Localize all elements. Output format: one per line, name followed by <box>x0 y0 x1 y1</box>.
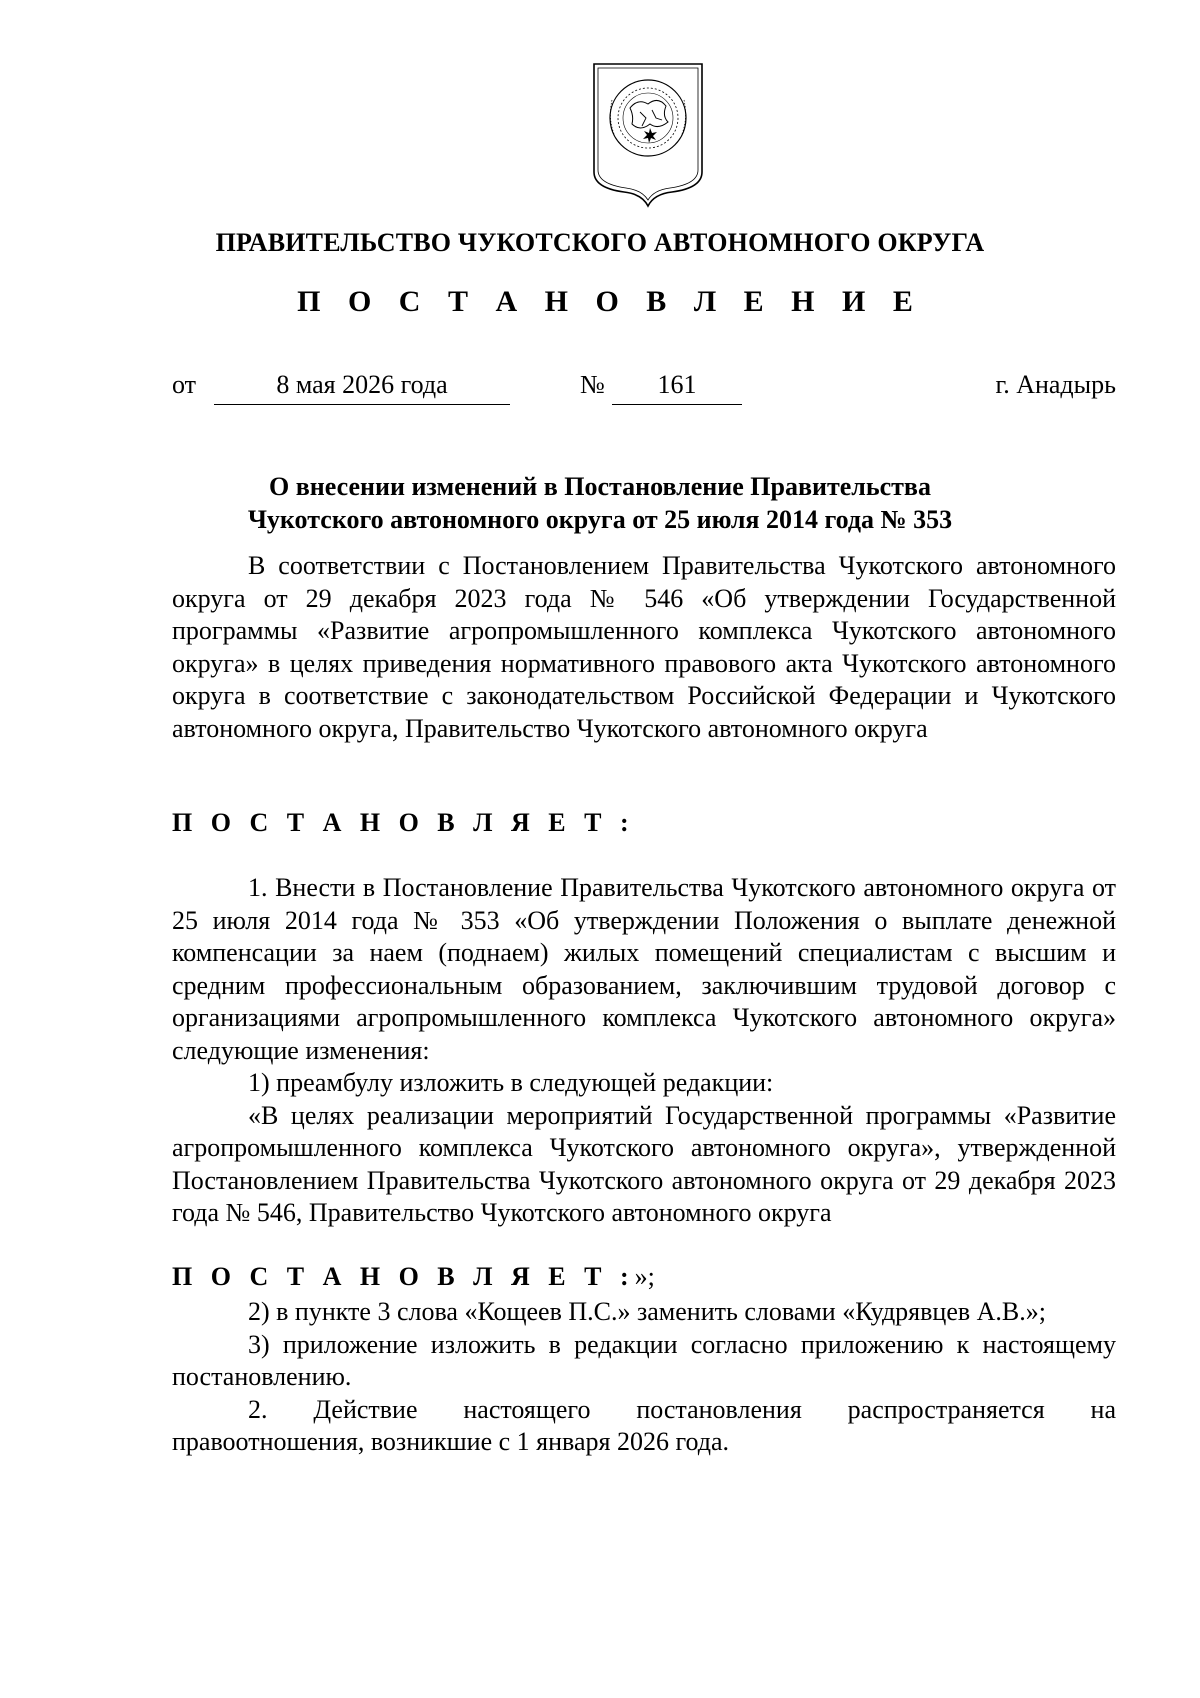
document-number: 161 <box>612 370 742 405</box>
items-block-2 <box>172 1296 1116 1459</box>
document-dateline <box>172 366 1116 406</box>
number-prefix: № <box>580 370 605 399</box>
resolves-label-2: П О С Т А Н О В Л Я Е Т : <box>172 1262 635 1291</box>
resolves-heading-2 <box>172 1262 655 1292</box>
item-1-1-quote-paragraph: «В целях реализации мероприятий Государственной программы «Развитие агропромышленного комплекса Чукотского автономного округа», утвержденной Постановлением Правительства Чукотского автономного округа от 29 декабря 2023 года № 546, Правительство Чукотского автономного округа <box>172 1100 1116 1227</box>
resolves-label-2-tail: »; <box>634 1262 655 1291</box>
document-subject <box>0 470 1200 536</box>
items-block <box>172 872 1116 1230</box>
subject-line-2: Чукотского автономного округа от 25 июля 2014 года № 353 <box>247 505 953 534</box>
item-1-paragraph: 1. Внести в Постановление Правительства Чукотского автономного округа от 25 июля 2014 года № 353 «Об утверждении Положения о выплате денежной компенсации за наем (поднаем) жилых помещений специалистам с высшим и средним профессиональным образованием, заключившим трудовой договор с организациями агропромышленного комплекса Чукотского автономного округа» следующие изменения: <box>172 873 1116 1065</box>
item-1-2-paragraph: 2) в пункте 3 слова «Кощеев П.С.» заменить словами «Кудрявцев А.В.»; <box>248 1297 1046 1326</box>
coat-of-arms-emblem <box>588 60 708 208</box>
document-type-heading: П О С Т А Н О В Л Е Н И Е <box>297 285 923 318</box>
document-date: 8 мая 2026 года <box>214 370 510 405</box>
resolves-heading-1 <box>172 808 635 838</box>
subject-line-1: О внесении изменений в Постановление Правительства <box>269 472 931 501</box>
document-city: г. Анадырь <box>995 370 1116 399</box>
item-2-paragraph: 2. Действие настоящего постановления распространяется на правоотношения, возникшие с 1 января 2026 года. <box>172 1394 1116 1456</box>
organization-title: ПРАВИТЕЛЬСТВО ЧУКОТСКОГО АВТОНОМНОГО ОКРУГА <box>215 228 985 257</box>
date-prefix: от <box>172 370 197 399</box>
resolves-label-1: П О С Т А Н О В Л Я Е Т : <box>172 808 635 837</box>
item-1-3-paragraph: 3) приложение изложить в редакции согласно приложению к настоящему постановлению. <box>172 1329 1116 1391</box>
preamble-block <box>172 550 1116 745</box>
item-1-1-paragraph: 1) преамбулу изложить в следующей редакции: <box>248 1068 774 1097</box>
preamble-paragraph: В соответствии с Постановлением Правительства Чукотского автономного округа от 29 декабря 2023 года № 546 «Об утверждении Государственной программы «Развитие агропромышленного комплекса Чукотского автономного округа» в целях приведения нормативного правового акта Чукотского автономного округа в соответствие с законодательством Российской Федерации и Чукотского автономного округа, Правительство Чукотского автономного округа <box>172 551 1116 743</box>
